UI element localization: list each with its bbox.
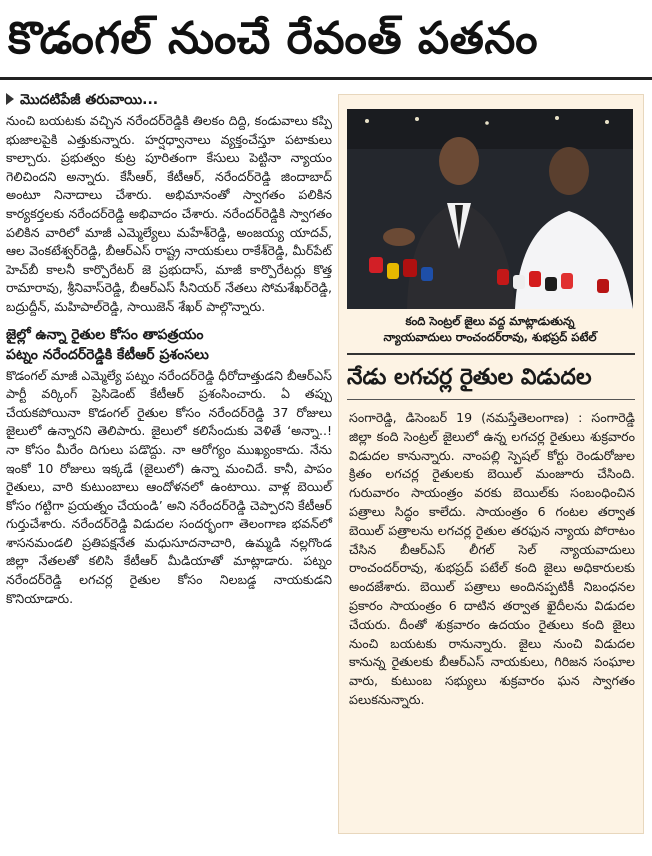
caption-line-2: న్యాయవాదులు రాంచందర్‌రావు, శుభప్రద్ పటేల్ xyxy=(383,330,597,344)
article-paragraph-2: కొడంగల్ మాజీ ఎమ్మెల్యే పట్నం నరేందర్‌రెడ్డి ధీరోదాత్తుడని బీఆర్‌ఎస్ పార్టీ వర్కింగ్ ప్రెసిడెంట్ కేటీఆర్ ప్రశంసించారు. ఏ తప్పు చేయకపోయినా కొడంగల్ రైతుల కోసం నరేందర్‌రెడ్డి 37 రోజులు జైలులో ఉన్నారని తెలిపారు. జైలులో కలిసేందుకు వెళితే ‘అన్నా..! నా కోసం మీరేం దిగులు పడొద్దు. నా ఆరోగ్యం ముఖ్యంకాదు. నేను ఇంకో 10 రోజులు ఇక్కడే (జైలులో) ఉన్నా మంచిదే. కానీ, పాపం రైతులు, వారి కుటుంబాలు ఆందోళనలో ఉంటాయి. వాళ్ల బెయిల్ కోసం గట్టిగా ప్రయత్నం చేయండి’ అని నరేందర్‌రెడ్డి చెప్పారని కేటీఆర్ గుర్తుచేశారు. నరేందర్‌రెడ్డి విడుదల సందర్భంగా తెలంగాణ భవన్‌లో శాసనమండలి ప్రతిపక్షనేత మధుసూదనాచారి, ఉమ్మడి నల్లగొండ జిల్లా నేతలతో కలిసి కేటీఆర్ మీడియాతో మాట్లాడారు. పట్నం నరేందర్‌రెడ్డి లగచర్ల రైతుల కోసం నిలబడ్డ నాయకుడని కొనియాడారు. xyxy=(6,367,332,606)
continuation-label: మొదటిపేజీ తరువాయి... xyxy=(20,92,159,108)
divider-thin xyxy=(347,399,635,400)
subheading-line-1: జైల్లో ఉన్నా రైతుల కోసం తాపత్రయం xyxy=(6,326,204,343)
left-column xyxy=(6,86,332,608)
sidebar-article-text: సంగారెడ్డి, డిసెంబర్ 19 (నమస్తేతెలంగాణ) : సంగారెడ్డి జిల్లా కంది సెంట్రల్ జైలులో ఉన్న లగచర్ల రైతులు శుక్రవారం విడుదల కానున్నారు. నాంపల్లి స్పెషల్ కోర్టు రెండురోజుల క్రితం లగచర్ల రైతులకు బెయిల్ మంజూరు చేసింది. గురువారం సాయంత్రం వరకు బెయిల్‌కు సంబంధించిన పత్రాలు సిద్ధం కాలేదు. సాయంత్రం 6 గంటల తర్వాత బెయిల్ పత్రాలను లగచర్ల రైతుల తరఫున న్యాయ పోరాటం చేసిన బీఆర్‌ఎస్ లీగల్ సెల్ న్యాయవాదులు రాంచందర్‌రావు, శుభప్రద్ పటేల్ కంది జైలు అధికారులకు అందజేశారు. బెయిల్ పత్రాలు అందినప్పటికీ నిబంధనల ప్రకారం సాయంత్రం 6 దాటిన తర్వాత ఖైదీలను విడుదల చేయరు. దీంతో శుక్రవారం ఉదయం రైతులు కంది జైలు నుంచి బయటకు రానున్నారు. జైలు నుంచి విడుదల కానున్న రైతులకు బీఆర్‌ఎస్ నాయకులు, గిరిజన సంఘాల వారు, కుటుంబ సభ్యులు శుక్రవారం ఘన స్వాగతం పలుకనున్నారు. xyxy=(349,410,635,707)
news-photo xyxy=(347,109,633,309)
photo-caption xyxy=(347,313,633,345)
sidebar-heading: నేడు లగచర్ల రైతుల విడుదల xyxy=(347,365,592,390)
lawyers-photo-icon xyxy=(347,109,633,309)
sidebar-story-box xyxy=(338,94,644,834)
divider xyxy=(347,353,635,355)
article-paragraph-1: నుంచి బయటకు వచ్చిన నరేందర్‌రెడ్డికి తిలకం దిద్ది, కండువాలు కప్పి భుజాలపైకి ఎత్తుకున్నారు. హర్షధ్వానాలు వ్యక్తంచేస్తూ పటాకులు కాల్చారు. ప్రభుత్వం కుట్ర పూరితంగా కేసులు పెట్టినా న్యాయం గెలిచిందని అన్నారు. కేసీఆర్, కేటీఆర్, నరేందర్‌రెడ్డి జిందాబాద్ అంటూ నినాదాలు చేశారు. అభిమానంతో స్వాగతం పలికిన కార్యకర్తలకు నరేందర్‌రెడ్డి అభివాదం చేశారు. నరేందర్‌రెడ్డికి స్వాగతం పలికిన వారిలో మాజీ ఎమ్మెల్యేలు మహేశ్‌రెడ్డి, అంజయ్య యాదవ్, ఆల వెంకటేశ్వర్‌రెడ్డి, బీఆర్‌ఎస్ రాష్ట్ర నాయకులు రాకేశ్‌రెడ్డి, మీర్‌పేట్ హెచ్‌బీ కాలనీ కార్పొరేటర్ జె ప్రభుదాస్, మాజీ కార్పొరేటర్లు కొత్త రామారావు, శ్రీనివాస్‌రెడ్డి, బీఆర్‌ఎస్ సీనియర్ నేతలు సోమశేఖర్‌రెడ్డి, బద్రుద్దీన్, మహిపాల్‌రెడ్డి, సాయిజెన్ శేఖర్ పాల్గొన్నారు. xyxy=(6,113,332,314)
caption-line-1: కంది సెంట్రల్ జైలు వద్ద మాట్లాడుతున్న xyxy=(405,314,575,328)
triangle-icon xyxy=(6,93,14,105)
subheading-line-2: పట్నం నరేందర్‌రెడ్డికి కేటీఆర్ ప్రశంసలు xyxy=(6,346,209,363)
headline: కొడంగల్ నుంచే రేవంత్ పతనం xyxy=(0,0,652,80)
continuation-line xyxy=(6,90,332,110)
